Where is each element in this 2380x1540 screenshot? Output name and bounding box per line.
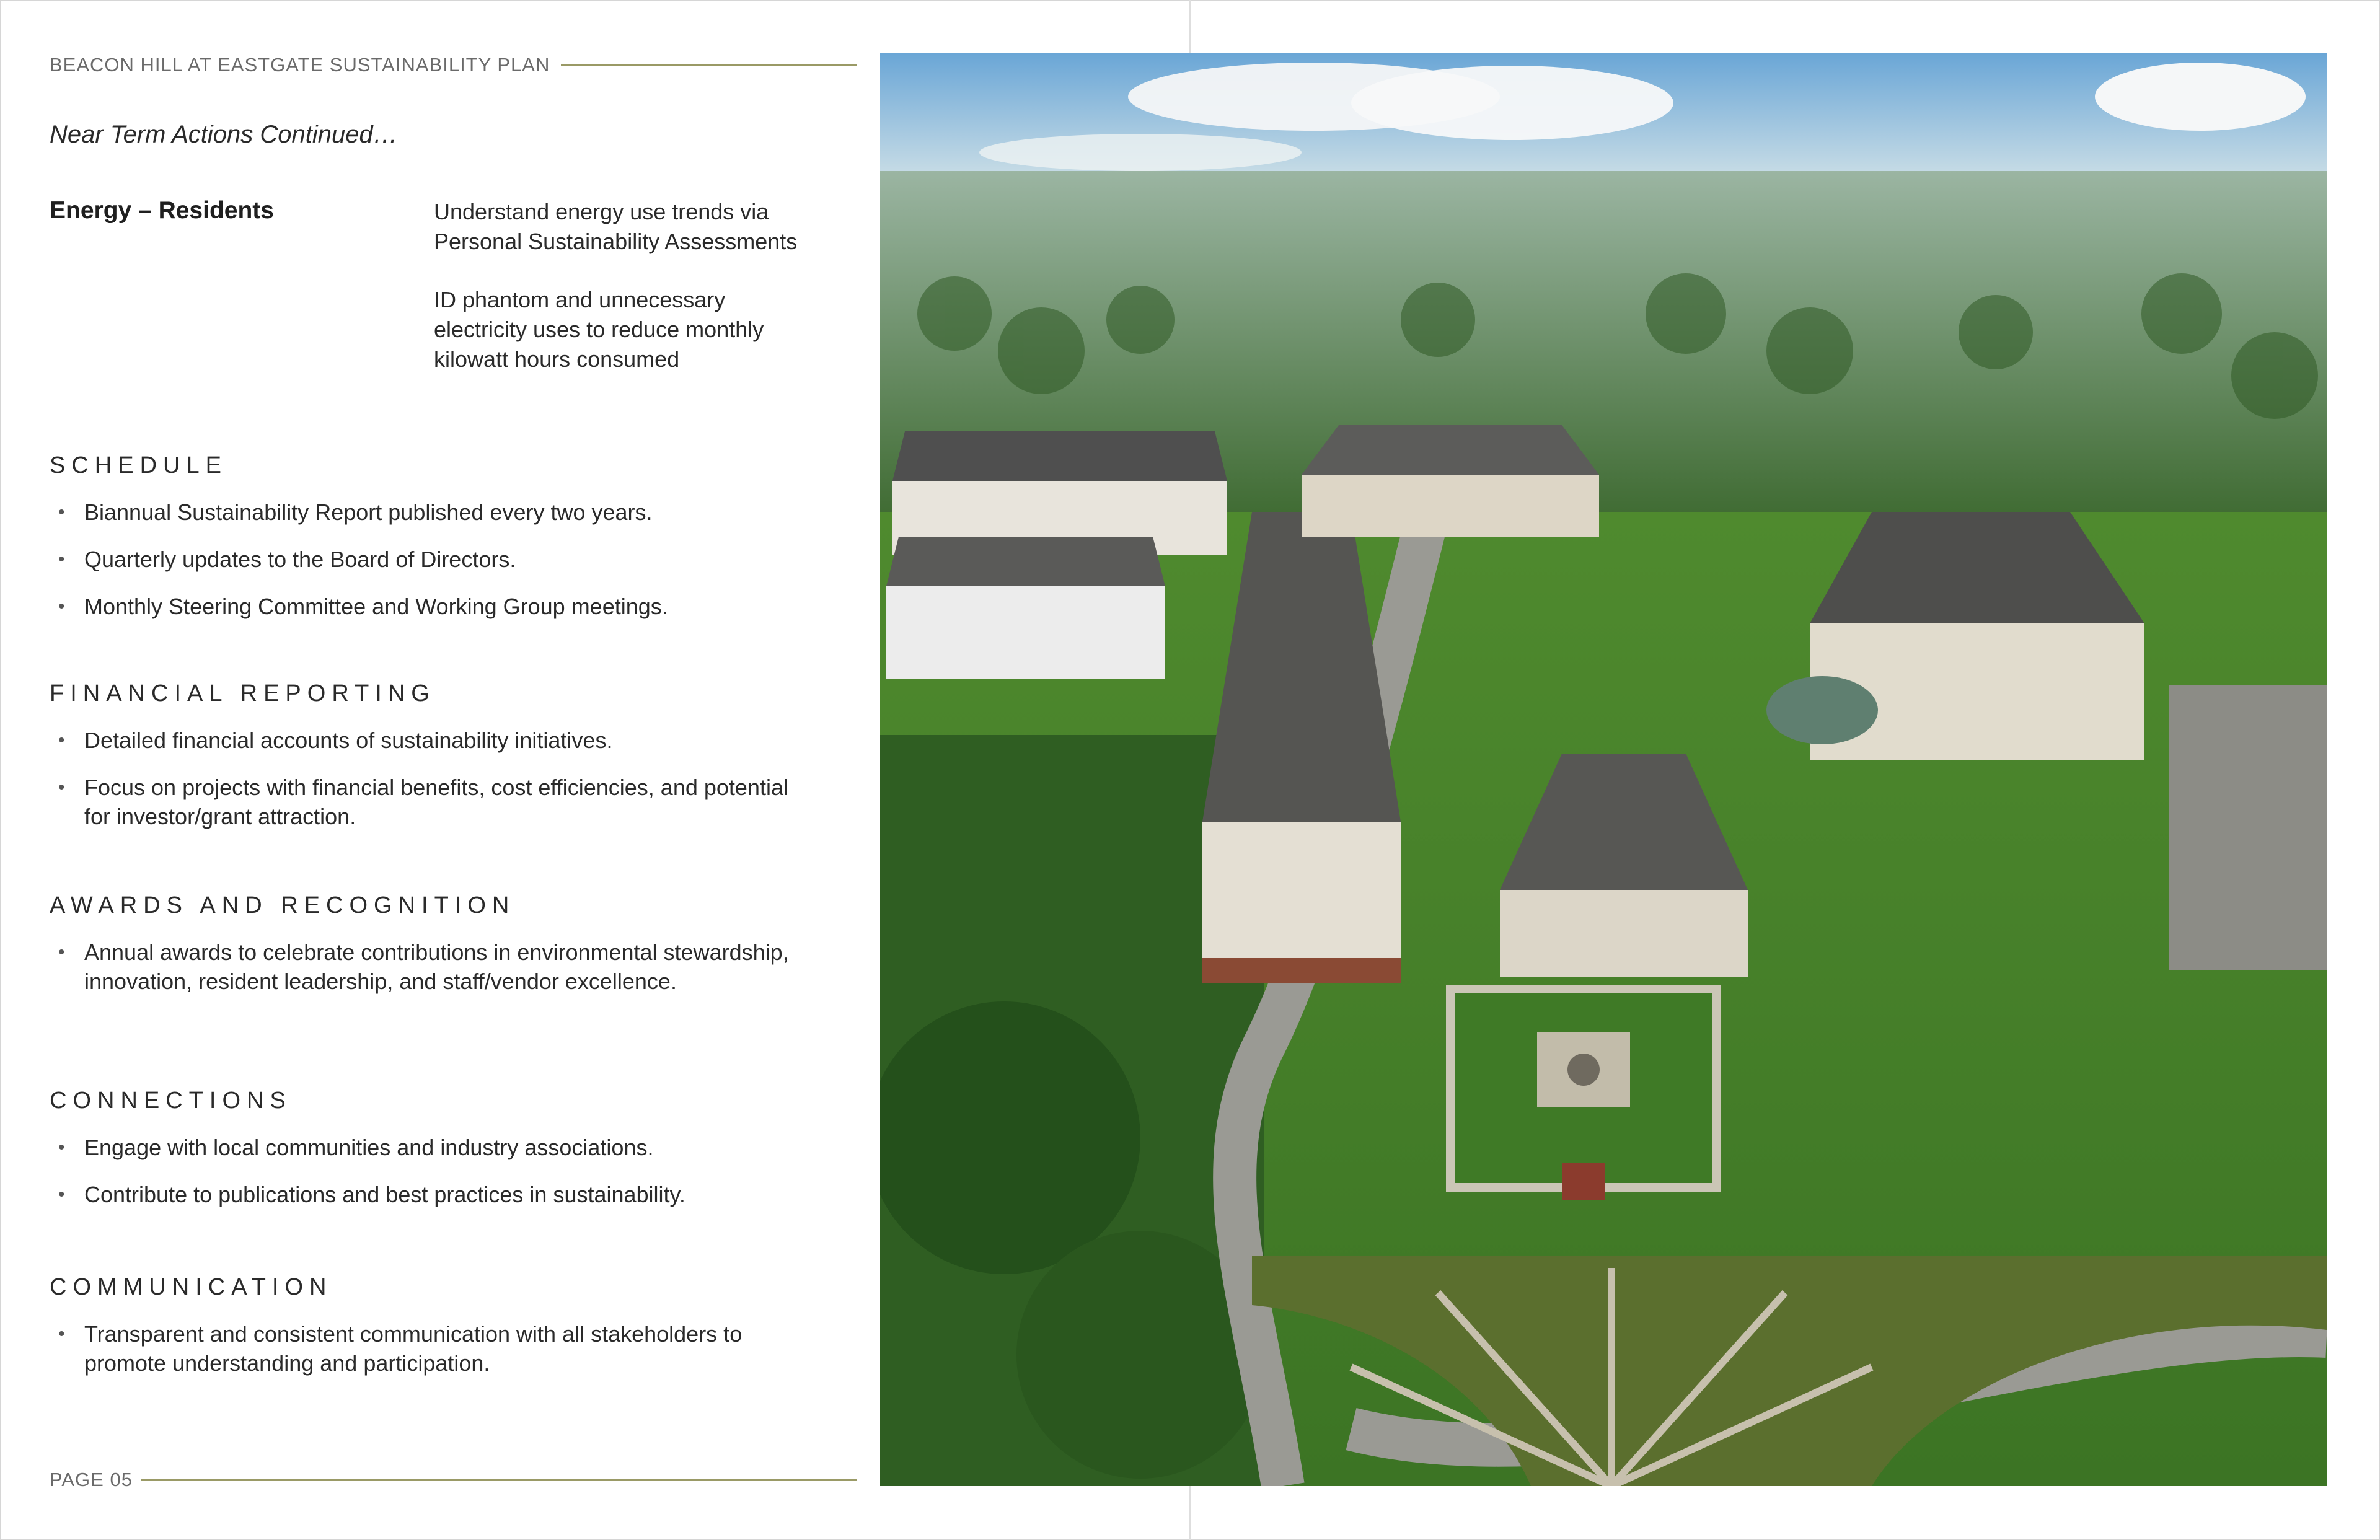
list-item-text: Detailed financial accounts of sustainability initiatives. [84, 728, 613, 753]
communication-list [50, 1319, 818, 1378]
list-item-text: Focus on projects with financial benefits, cost efficiencies, and potential for investor/grant attraction. [84, 775, 788, 829]
list-item [50, 726, 818, 755]
list-item [50, 592, 818, 621]
list-item [50, 1319, 818, 1378]
header-title: BEACON HILL AT EASTGATE SUSTAINABILITY PLAN [50, 54, 550, 76]
bullet-icon: • [58, 730, 65, 750]
footer-rule [141, 1479, 857, 1481]
communication-section [50, 1274, 818, 1396]
energy-desc-2: ID phantom and unnecessary electricity uses to reduce monthly kilowatt hours consumed [434, 287, 764, 372]
list-item [50, 545, 818, 574]
list-item [50, 498, 818, 527]
bullet-icon: • [58, 502, 65, 522]
list-item-text: Quarterly updates to the Board of Directors. [84, 547, 516, 572]
list-item-text: Transparent and consistent communication with all stakeholders to promote understanding and participation. [84, 1321, 743, 1376]
energy-residents-description [434, 197, 818, 403]
connections-section [50, 1088, 818, 1227]
list-item-text: Engage with local communities and industry associations. [84, 1135, 654, 1160]
bullet-icon: • [58, 596, 65, 617]
list-item-text: Contribute to publications and best practices in sustainability. [84, 1182, 685, 1207]
energy-desc-1: Understand energy use trends via Personal Sustainability Assessments [434, 199, 798, 254]
financial-reporting-section [50, 680, 818, 849]
list-item-text: Biannual Sustainability Report published every two years. [84, 499, 653, 525]
schedule-section [50, 452, 818, 639]
awards-list [50, 938, 818, 996]
awards-heading: AWARDS AND RECOGNITION [50, 892, 516, 918]
list-item [50, 938, 818, 996]
schedule-list [50, 498, 818, 621]
page-subtitle: Near Term Actions Continued… [50, 121, 398, 148]
list-item-text: Annual awards to celebrate contributions in environmental stewardship, innovation, resident leadership, and staff/vendor excellence. [84, 939, 789, 994]
bullet-icon: • [58, 1324, 65, 1344]
page-footer [50, 1464, 857, 1495]
awards-section [50, 892, 818, 1014]
energy-residents-label: Energy – Residents [50, 197, 274, 224]
aerial-campus-photo [880, 53, 2327, 1486]
financial-list [50, 726, 818, 831]
page-number: PAGE 05 [50, 1469, 133, 1490]
communication-heading: COMMUNICATION [50, 1274, 333, 1300]
bullet-icon: • [58, 1137, 65, 1158]
list-item [50, 1180, 818, 1209]
bullet-icon: • [58, 777, 65, 798]
header-rule [561, 64, 857, 66]
bullet-icon: • [58, 1184, 65, 1205]
bullet-icon: • [58, 549, 65, 570]
connections-heading: CONNECTIONS [50, 1088, 292, 1114]
connections-list [50, 1133, 818, 1209]
bullet-icon: • [58, 942, 65, 962]
running-header [50, 50, 857, 81]
financial-heading: FINANCIAL REPORTING [50, 680, 436, 706]
list-item [50, 1133, 818, 1162]
schedule-heading: SCHEDULE [50, 452, 227, 478]
list-item [50, 773, 818, 831]
list-item-text: Monthly Steering Committee and Working Group meetings. [84, 594, 668, 619]
